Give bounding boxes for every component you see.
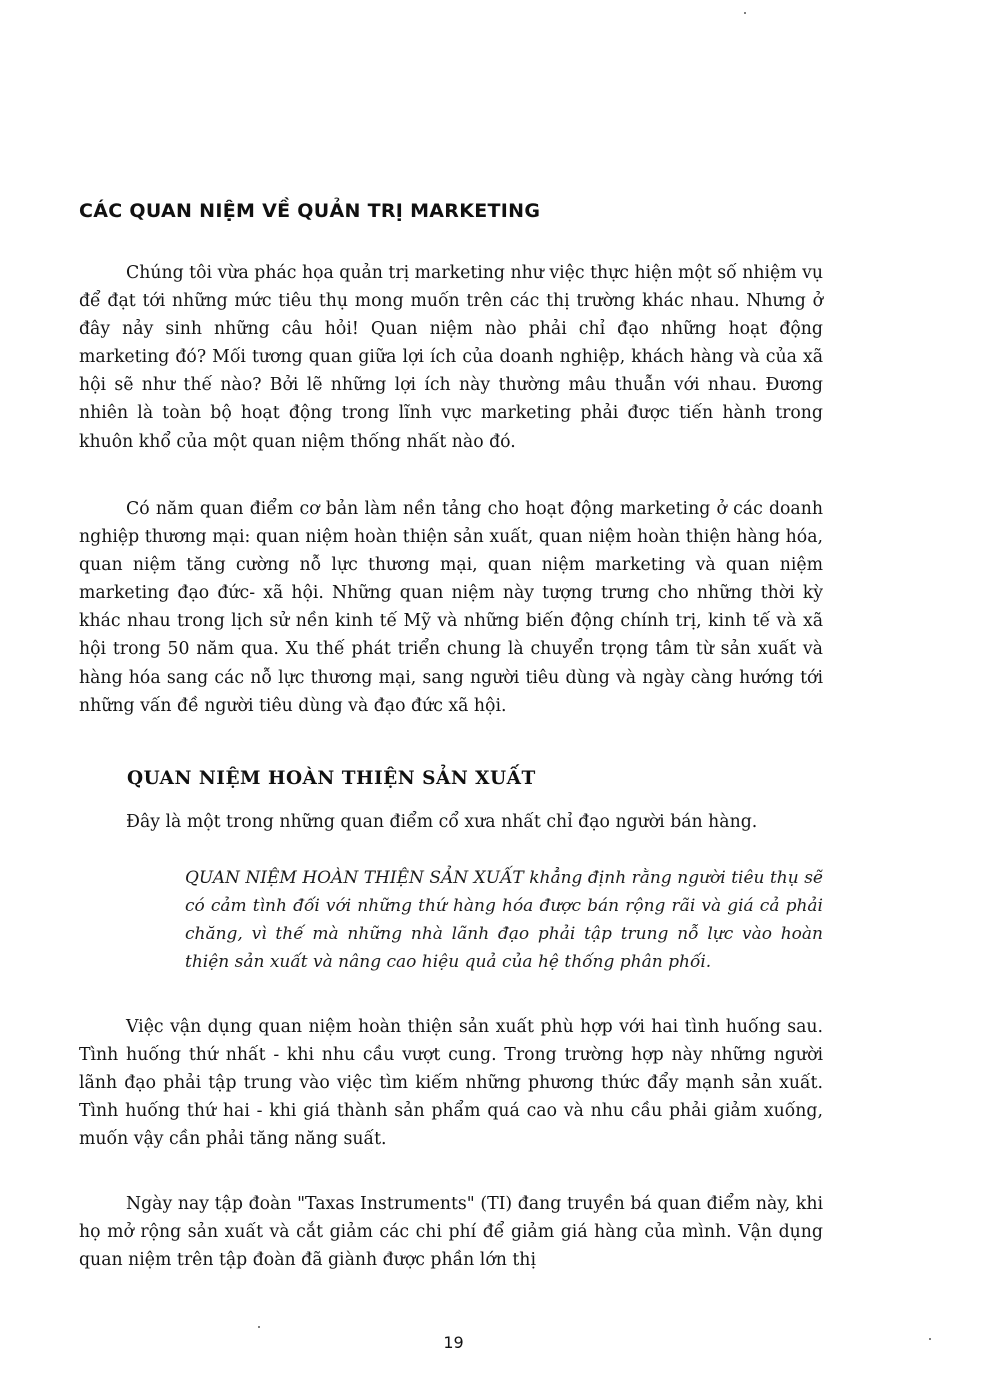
- paragraph-five-concepts: Có năm quan điểm cơ bản làm nền tảng cho hoạt động marketing ở các doanh nghiệp thương mại: quan niệm hoàn thiện sản xuất, quan niệm hoàn thiện hàng hóa, quan niệm tăng cường nỗ lực thương mại, quan niệm marketing và quan niệm marketing đạo đức- xã hội. Những quan niệm này tượng trưng cho những thời kỳ khác nhau trong lịch sử nền kinh tế Mỹ và những biến động chính trị, kinh tế và xã hội trong 50 năm qua. Xu thế phát triển chung là chuyển trọng tâm từ sản xuất và hàng hóa sang các nỗ lực thương mại, sang người tiêu dùng và ngày càng hướng tới những vấn đề người tiêu dùng và đạo đức xã hội.: [79, 499, 823, 716]
- paragraph-ti-example: Ngày nay tập đoàn "Taxas Instruments" (TI) đang truyền bá quan điểm này, khi họ mở rộng sản xuất và cắt giảm các chi phí để giảm giá hàng của mình. Vận dụng quan niệm trên tập đoàn đã giành được phần lớn thị: [79, 1194, 823, 1271]
- scan-speck: [744, 12, 746, 14]
- scan-speck: [929, 1338, 931, 1340]
- definition-term: QUAN NIỆM HOÀN THIỆN SẢN XUẤT: [185, 868, 524, 888]
- page-number: 19: [443, 1333, 464, 1352]
- paragraph-section-intro: Đây là một trong những quan điểm cổ xưa nhất chỉ đạo người bán hàng.: [126, 812, 758, 832]
- scan-speck: [258, 1326, 260, 1328]
- paragraph-situations: Việc vận dụng quan niệm hoàn thiện sản xuất phù hợp với hai tình huống sau. Tình huống thứ nhất - khi nhu cầu vượt cung. Trong trường hợp này những người lãnh đạo phải tập trung vào việc tìm kiếm những phương thức đẩy mạnh sản xuất. Tình huống thứ hai - khi giá thành sản phẩm quá cao và nhu cầu phải giảm xuống, muốn vậy cần phải tăng năng suất.: [79, 1017, 823, 1150]
- paragraph-intro: Chúng tôi vừa phác họa quản trị marketing như việc thực hiện một số nhiệm vụ để đạt tới những mức tiêu thụ mong muốn trên các thị trường khác nhau. Nhưng ở đây nảy sinh những câu hỏi! Quan niệm nào phải chỉ đạo những hoạt động marketing đó? Mối tương quan giữa lợi ích của doanh nghiệp, khách hàng và của xã hội sẽ như thế nào? Bởi lẽ những lợi ích này thường mâu thuẫn với nhau. Đương nhiên là toàn bộ hoạt động trong lĩnh vực marketing phải được tiến hành trong khuôn khổ của một quan niệm thống nhất nào đó.: [79, 263, 823, 452]
- definition-quote: [185, 864, 823, 976]
- definition-text: khẳng định rằng người tiêu thụ sẽ có cảm tình đối với những thứ hàng hóa được bán rộng rãi và giá cả phải chăng, vì thế mà những nhà lãnh đạo phải tập trung nỗ lực vào hoàn thiện sản xuất và nâng cao hiệu quả của hệ thống phân phối.: [185, 868, 823, 973]
- section-title: QUAN NIỆM HOÀN THIỆN SẢN XUẤT: [127, 768, 536, 789]
- chapter-title: CÁC QUAN NIỆM VỀ QUẢN TRỊ MARKETING: [79, 200, 541, 222]
